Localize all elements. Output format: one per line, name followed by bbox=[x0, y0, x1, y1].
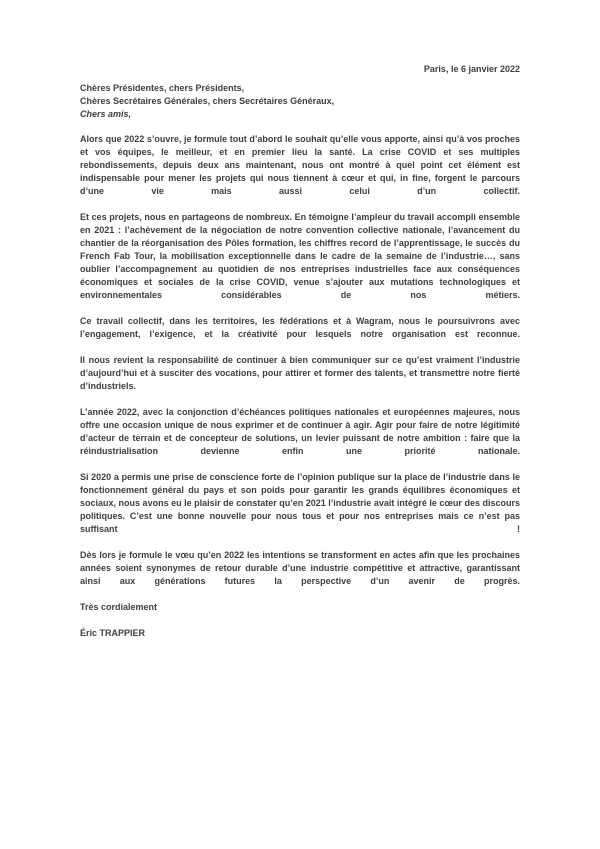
paragraph-new-year-wishes: Alors que 2022 s’ouvre, je formule tout d’abord le souhait qu’elle vous apporte, ainsi qu’à vos proches et vos équipes, le meilleur, et en premier lieu la santé. La crise COVID et ses multiples rebondissements, depuis deux ans maintenant, nous ont montré à quel point cet élément est indispensable pour mener les projets qui nous tiennent à cœur et qui, in fine, forgent le parcours d’une vie mais aussi celui d’un collectif. bbox=[80, 134, 520, 196]
paragraph-collective-work: Ce travail collectif, dans les territoires, les fédérations et à Wagram, nous le poursuivrons avec l’engagement, l’exigence, et la créativité pour lesquels notre organisation est reconnue. bbox=[80, 316, 520, 339]
salutation-line-presidents: Chères Présidentes, chers Présidents, bbox=[80, 83, 245, 93]
salutation-line-amis: Chers amis, bbox=[80, 109, 132, 119]
dateline: Paris, le 6 janvier 2022 bbox=[423, 64, 520, 74]
paragraph-2021-achievements: Et ces projets, nous en partageons de nombreux. En témoigne l’ampleur du travail accompli ensemble en 2021 : l’achèvement de la négociation de notre convention collective nationale, l’avancement du chantier de la réorganisation des Pôles formation, les chiffres record de l’apprentissage, le succès du French Fab Tour, la mobilisation exceptionnelle dans le cadre de la semaine de l’industrie…, sans oublier l’accompagnement au quotidien de nos entreprises industrielles face aux conséquences économiques et sociales de la crise COVID, venue s’ajouter aux mutations technologiques et environnementales considérables de nos métiers. bbox=[80, 212, 520, 300]
paragraph-2022-wish: Dès lors je formule le vœu qu’en 2022 les intentions se transforment en actes afin que les prochaines années soient synonymes de retour durable d’une industrie compétitive et attractive, garantissant ainsi aux générations futures la perspective d’un avenir de progrès. bbox=[80, 550, 520, 586]
paragraph-2022-elections: L’année 2022, avec la conjonction d’échéances politiques nationales et européennes majeures, nous offre une occasion unique de nous exprimer et de continuer à agir. Agir pour faire de notre légitimité d’acteur de terrain et de concepteur de solutions, un levier puissant de notre ambition : faire que la réindustrialisation devienne enfin une priorité nationale. bbox=[80, 407, 520, 456]
paragraph-industry-awareness: Si 2020 a permis une prise de conscience forte de l’opinion publique sur la place de l’industrie dans le fonctionnement général du pays et son poids pour garantir les grands équilibres économiques et sociaux, nous avons eu le plaisir de constater qu’en 2021 l’industrie avait intégré le cœur des discours politiques. C’est une bonne nouvelle pour nous tous et pour nos entreprises mais ce n’est pas suffisant ! bbox=[80, 472, 520, 534]
salutation-line-secretaires: Chères Secrétaires Générales, chers Secrétaires Généraux, bbox=[80, 96, 335, 106]
paragraph-responsibility: Il nous revient la responsabilité de continuer à bien communiquer sur ce qu’est vraiment l’industrie d’aujourd’hui et à susciter des vocations, pour attirer et former des talents, et transmettre notre fierté d’industriels. bbox=[80, 355, 520, 391]
salutation bbox=[80, 82, 520, 121]
closing: Très cordialement bbox=[80, 602, 158, 612]
signature: Éric TRAPPIER bbox=[80, 628, 146, 638]
